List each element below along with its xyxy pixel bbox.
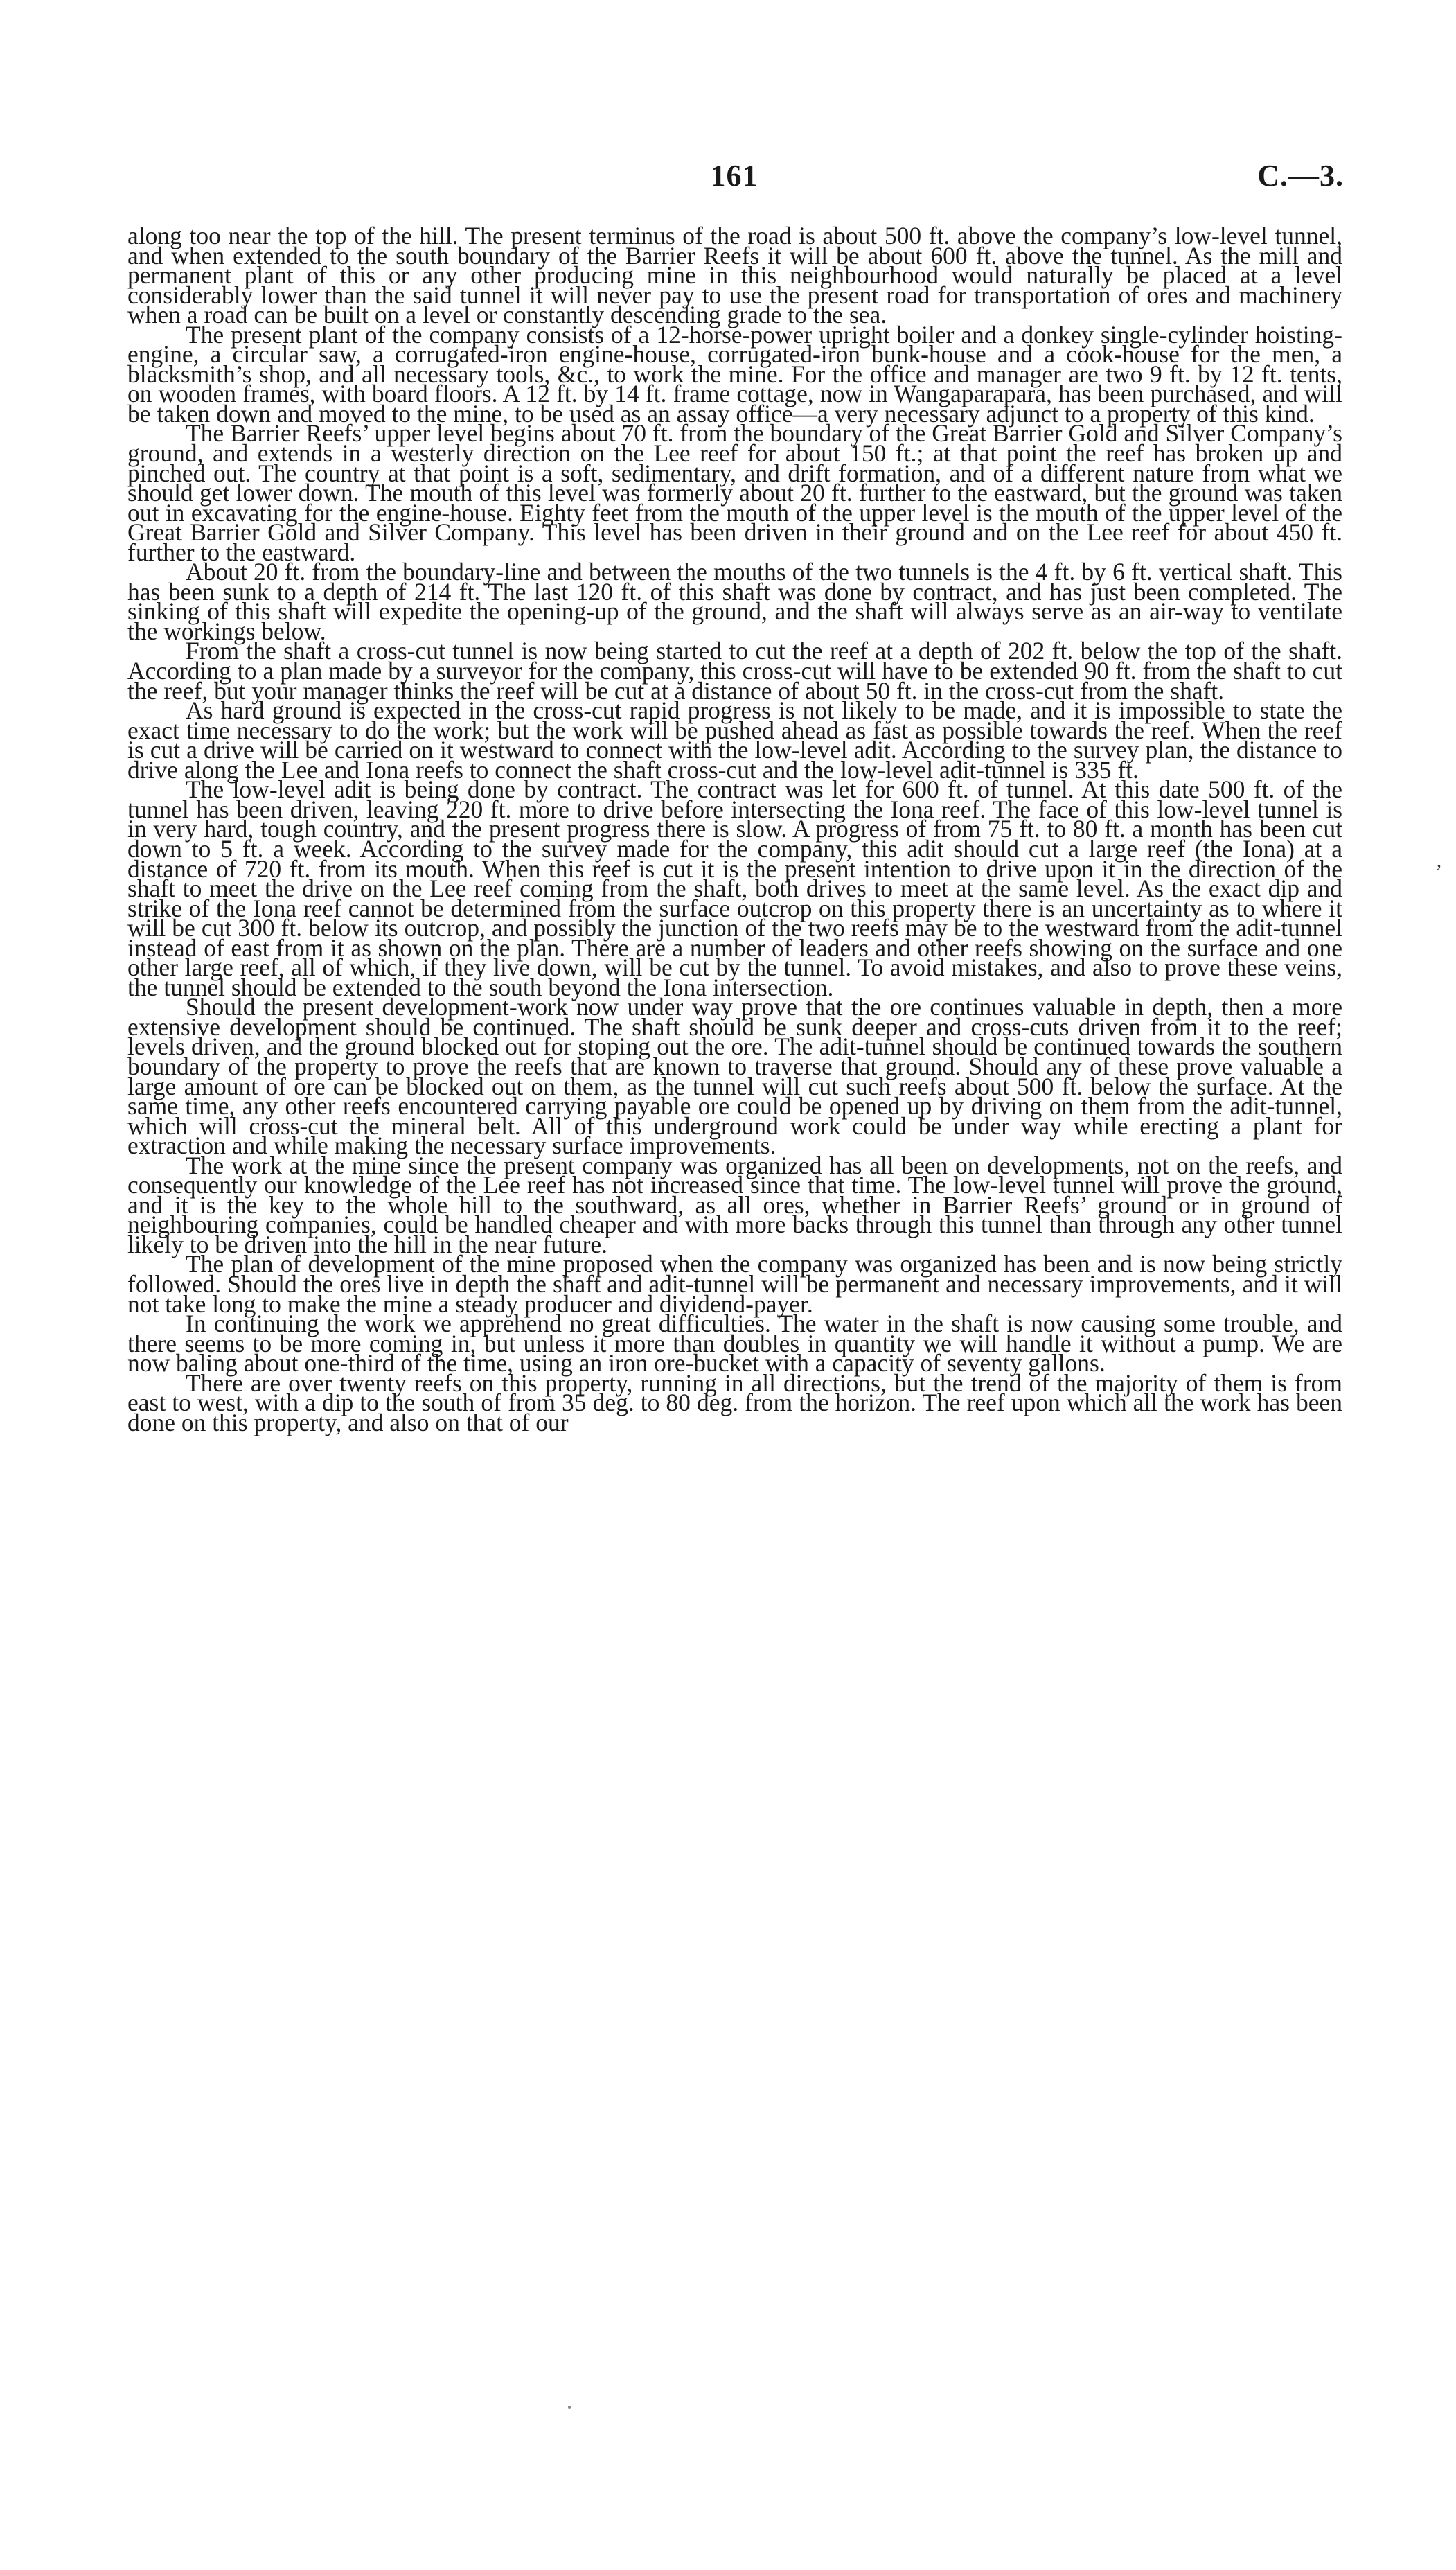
- paragraph-continuing-work: In continuing the work we apprehend no great difficulties. The water in the shaft is now causing some trouble, and there seems to be more coming in, but unless it more than doubles in quantity we will handle it without a pump. We are now baling about one-third of the time, using an iron ore-bucket with a capacity of seventy gallons.: [127, 1310, 1342, 1378]
- paragraph-company-plant: The present plant of the company consists of a 12-horse-power upright boiler and a donkey single-cylinder hoisting-engine, a circular saw, a corrugated-iron engine-house, corrugated-iron bunk-house and a cook-house for the men, a blacksmith’s shop, and all necessary tools, &c., to work the mine. For the office and manager are two 9 ft. by 12 ft. tents, on wooden frames, with board floors. A 12 ft. by 14 ft. frame cottage, now in Wangaparapara, has been purchased, and will be taken down and moved to the mine, to be used as an assay office—a very necessary adjunct to a property of this kind.: [127, 320, 1342, 428]
- paragraph-twenty-reefs: There are over twenty reefs on this property, running in all directions, but the trend of the majority of them is from east to west, with a dip to the south of from 35 deg. to 80 deg. from the horizon. The reef upon which all the work has been done on this property, and also on that of our: [127, 1368, 1342, 1436]
- print-speck: [568, 2406, 571, 2409]
- page-number: 161: [710, 159, 758, 193]
- paragraph-road-terminus: along too near the top of the hill. The present terminus of the road is about 500 ft. above the company’s low-level tunnel, and when extended to the south boundary of the Barrier Reefs it will be about 600 ft. above the tunnel. As the mill and permanent plant of this or any other producing mine in this neighbourhood would naturally be placed at a level considerably lower than the said tunnel it will never pay to use the present road for transportation of ores and machinery when a road can be built on a level or constantly descending grade to the sea.: [127, 222, 1342, 329]
- document-reference: C.—3.: [1257, 159, 1344, 193]
- paragraph-plan-of-development: The plan of development of the mine proposed when the company was organized has been and is now being strictly followed. Should the ores live in depth the shaft and adit-tunnel will be permanent and necessary improvements, and it will not take long to make the mine a steady producer and dividend-payer.: [127, 1250, 1342, 1318]
- paragraph-cross-cut-tunnel: From the shaft a cross-cut tunnel is now being started to cut the reef at a depth of 202 ft. below the top of the shaft. According to a plan made by a surveyor for the company, this cross-cut will have to be extended 90 ft. from the shaft to cut the reef, but your manager thinks the reef will be cut at a distance of about 50 ft. in the cross-cut from the shaft.: [127, 637, 1342, 705]
- body-text: [127, 222, 1342, 1436]
- page-header: [125, 158, 1344, 206]
- paragraph-development-work: Should the present development-work now under way prove that the ore continues valuable in depth, then a more extensive development should be continued. The shaft should be sunk deeper and cross-cuts driven from it to the reef; levels driven, and the ground blocked out for stoping out the ore. The adit-tunnel should be continued towards the southern boundary of the property to prove the reefs that are known to traverse that ground. Should any of these prove valuable a large amount of ore can be blocked out on them, as the tunnel will cut such reefs about 500 ft. below the surface. At the same time, any other reefs encountered carrying payable ore could be opened up by driving on them from the adit-tunnel, which will cross-cut the mineral belt. All of this underground work could be under way while erecting a plant for extraction and while making the necessary surface improvements.: [127, 993, 1342, 1160]
- margin-mark: ,: [1437, 850, 1441, 872]
- paragraph-hard-ground: As hard ground is expected in the cross-cut rapid progress is not likely to be made, and it is impossible to state the exact time necessary to do the work; but the work will be pushed ahead as fast as possible towards the reef. When the reef is cut a drive will be carried on it westward to connect with the low-level adit. According to the survey plan, the distance to drive along the Lee and Iona reefs to connect the shaft cross-cut and the low-level adit-tunnel is 335 ft.: [127, 696, 1342, 784]
- paragraph-low-level-adit: The low-level adit is being done by contract. The contract was let for 600 ft. of tunnel. At this date 500 ft. of the tunnel has been driven, leaving 220 ft. more to drive before intersecting the Iona reef. The face of this low-level tunnel is in very hard, tough country, and the present progress there is slow. A progress of from 75 ft. to 80 ft. a month has been cut down to 5 ft. a week. According to the survey made for the company, this adit should cut a large reef (the Iona) at a distance of 720 ft. from its mouth. When this reef is cut it is the present intention to drive upon it in the direction of the shaft to meet the drive on the Lee reef coming from the shaft, both drives to meet at the same level. As the exact dip and strike of the Iona reef cannot be determined from the surface outcrop on this property there is an uncertainty as to where it will be cut 300 ft. below its outcrop, and possibly the junction of the two reefs may be to the westward from the adit-tunnel instead of east from it as shown on the plan. There are a number of leaders and other reefs showing on the surface and one other large reef, all of which, if they live down, will be cut by the tunnel. To avoid mistakes, and also to prove these veins, the tunnel should be extended to the south beyond the Iona intersection.: [127, 775, 1342, 1001]
- paragraph-upper-level: The Barrier Reefs’ upper level begins about 70 ft. from the boundary of the Great Barrier Gold and Silver Company’s ground, and extends in a westerly direction on the Lee reef for about 150 ft.; at that point the reef has broken up and pinched out. The country at that point is a soft, sedimentary, and drift formation, and of a different nature from what we should get lower down. The mouth of this level was formerly about 20 ft. further to the eastward, but the ground was taken out in excavating for the engine-house. Eighty feet from the mouth of the upper level is the mouth of the upper level of the Great Barrier Gold and Silver Company. This level has been driven in their ground and on the Lee reef for about 450 ft. further to the eastward.: [127, 419, 1342, 566]
- paragraph-work-at-mine: The work at the mine since the present company was organized has all been on developments, not on the reefs, and consequently our knowledge of the Lee reef has not increased since that time. The low-level tunnel will prove the ground, and it is the key to the whole hill to the southward, as all ores, whether in Barrier Reefs’ ground or in ground of neighbouring companies, could be handled cheaper and with more backs through this tunnel than through any other tunnel likely to be driven into the hill in the near future.: [127, 1151, 1342, 1258]
- paragraph-vertical-shaft: About 20 ft. from the boundary-line and between the mouths of the two tunnels is the 4 ft. by 6 ft. vertical shaft. This has been sunk to a depth of 214 ft. The last 120 ft. of this shaft was done by contract, and has just been completed. The sinking of this shaft will expedite the opening-up of the ground, and the shaft will always serve as an air-way to ventilate the workings below.: [127, 558, 1342, 645]
